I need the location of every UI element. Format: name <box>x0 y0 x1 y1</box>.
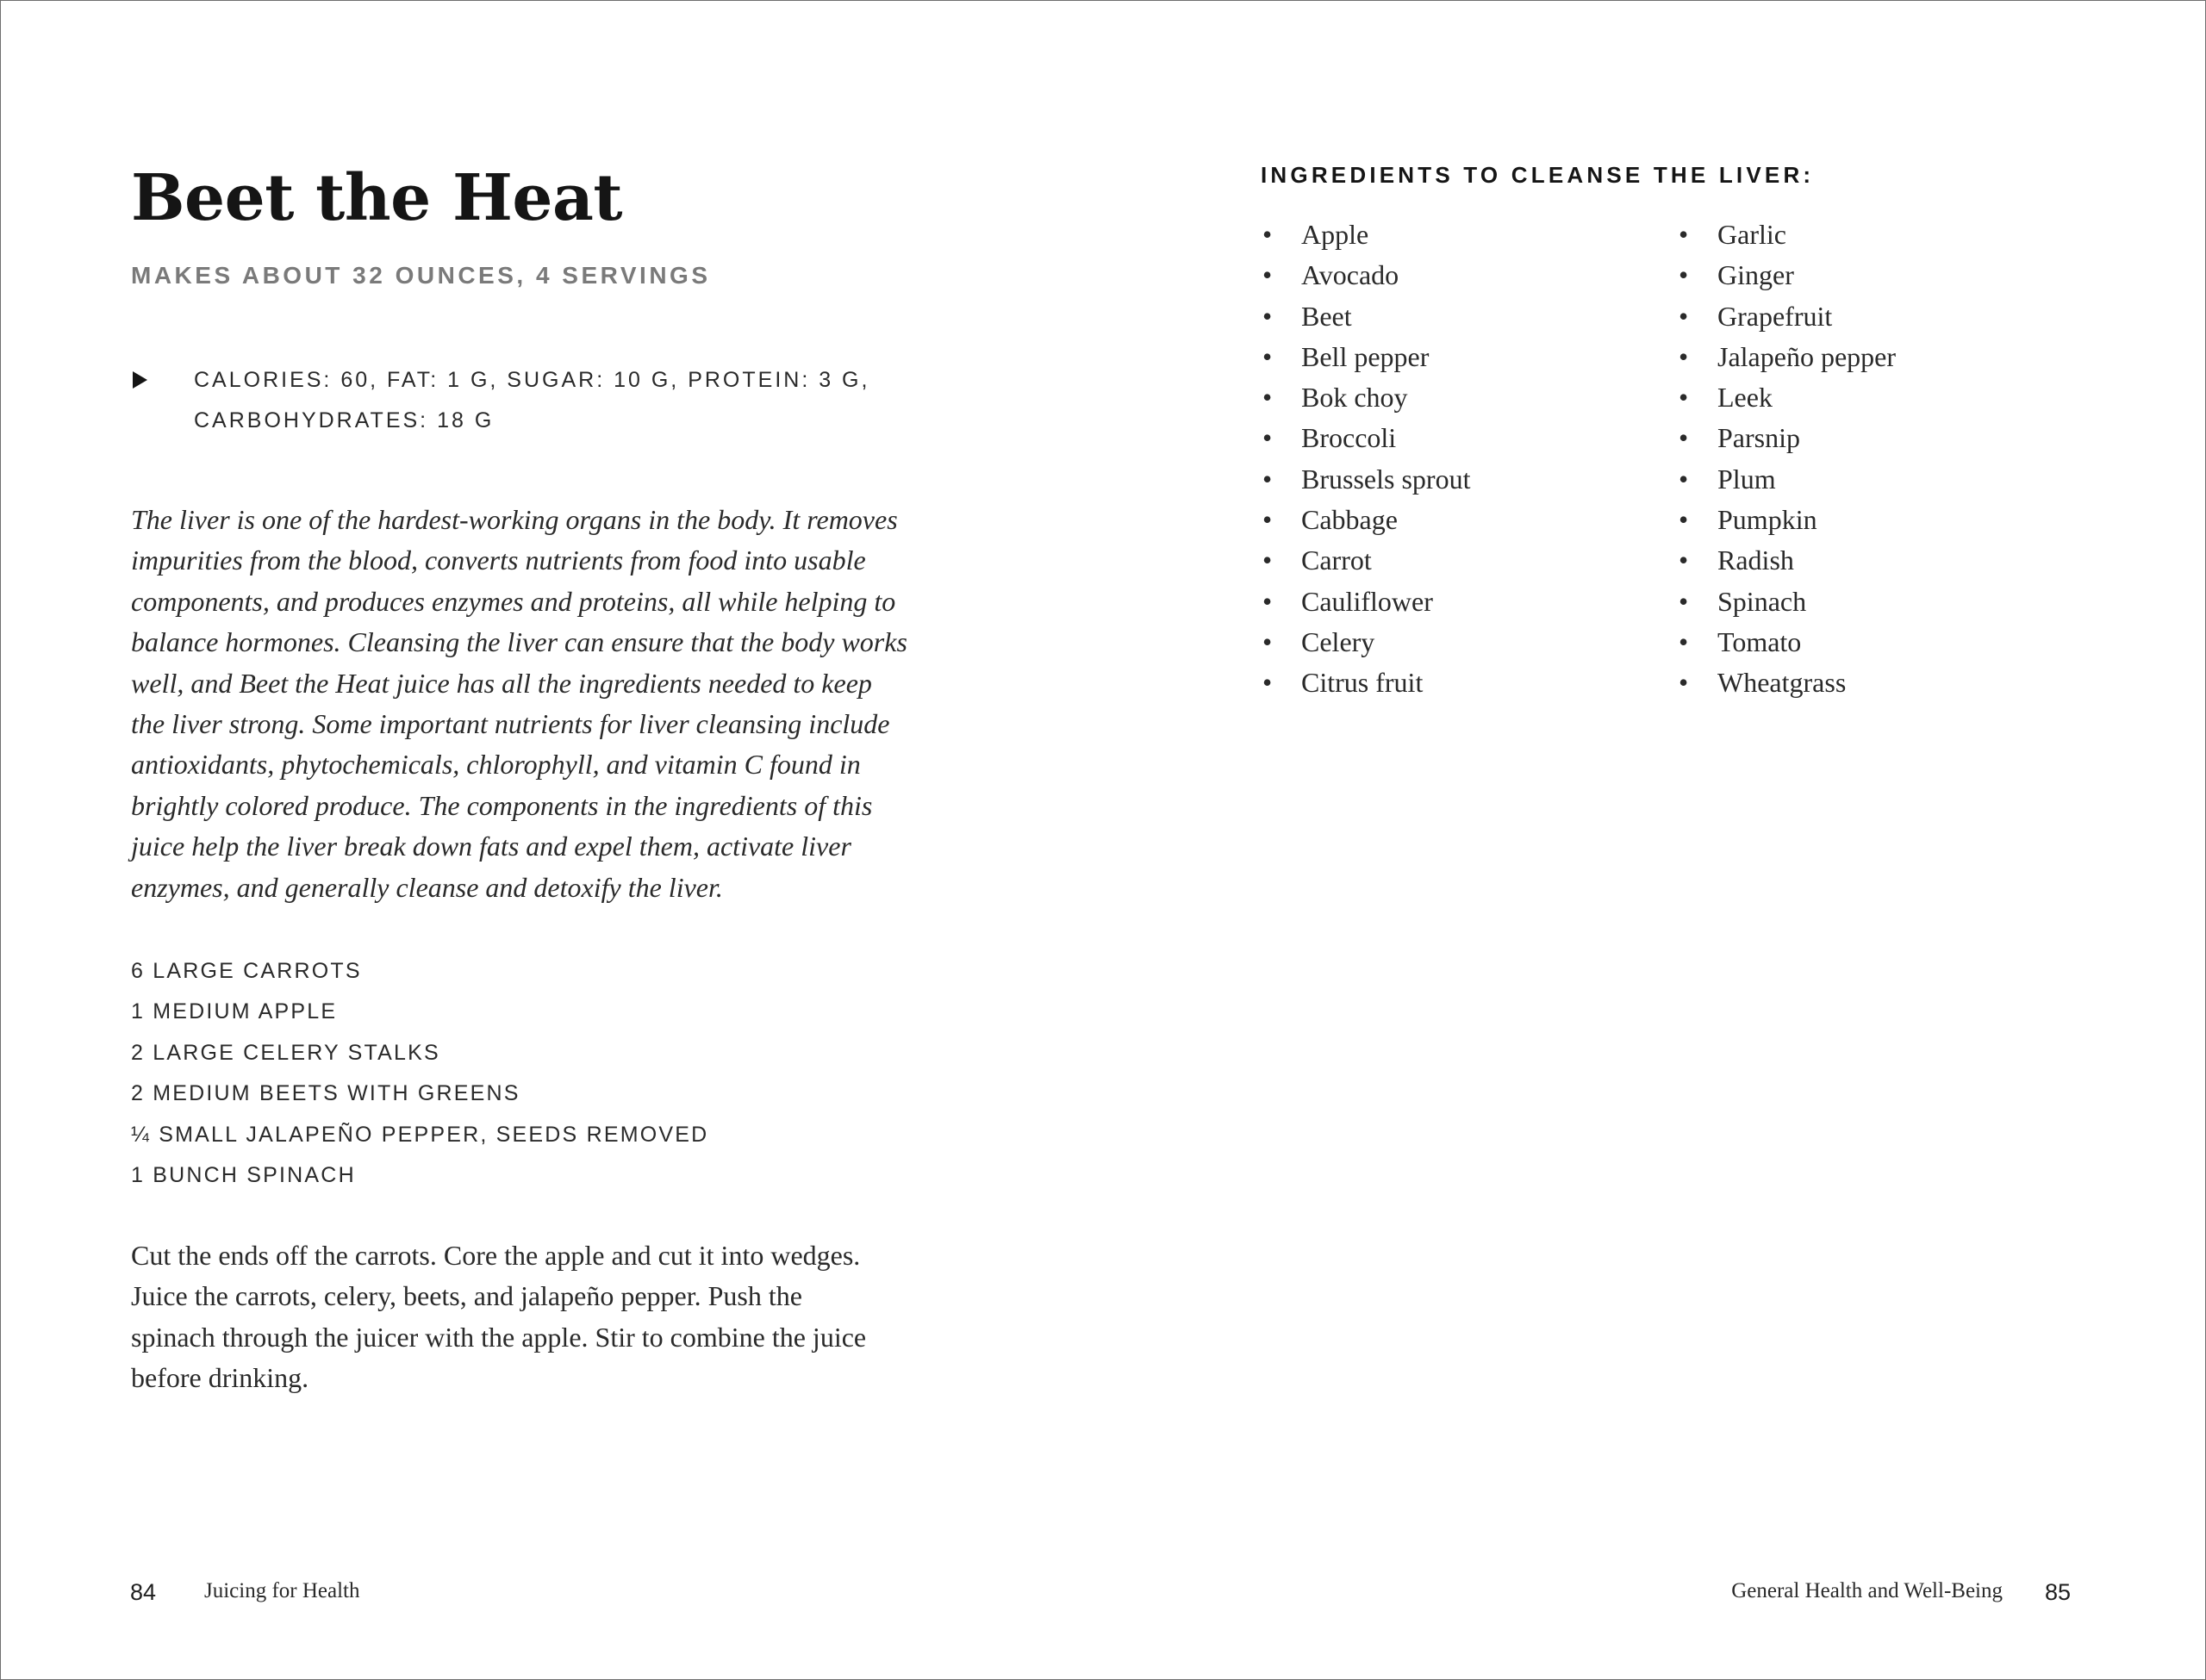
list-item <box>1677 622 1896 663</box>
list-item <box>1261 296 1470 337</box>
bullet-icon: • <box>1679 340 1689 372</box>
bullet-icon: • <box>1679 219 1689 250</box>
bullet-icon: • <box>1262 259 1273 291</box>
list-item-label: Ginger <box>1717 259 1794 291</box>
bullet-icon: • <box>1262 219 1273 250</box>
ingredient-list <box>131 951 708 1196</box>
list-item-label: Spinach <box>1717 585 1807 617</box>
list-item-label: Pumpkin <box>1717 504 1817 536</box>
list-item-label: Jalapeño pepper <box>1717 340 1897 372</box>
bullet-icon: • <box>1262 340 1273 372</box>
recipe-intro <box>131 500 932 908</box>
list-item-label: Bok choy <box>1301 382 1408 414</box>
intro-line: components, and produces enzymes and proteins, all while helping to <box>131 585 896 617</box>
bullet-icon: • <box>1262 544 1273 576</box>
list-item-label: Apple <box>1301 219 1369 250</box>
intro-line: juice help the liver break down fats and expel them, activate liver <box>131 831 851 862</box>
triangle-bullet-icon <box>133 371 147 389</box>
list-item <box>1261 377 1470 418</box>
left-page-number: 84 <box>130 1579 157 1605</box>
recipe-yield: MAKES ABOUT 32 OUNCES, 4 SERVINGS <box>131 262 711 289</box>
list-item-label: Grapefruit <box>1717 300 1833 332</box>
list-item-label: Cabbage <box>1301 504 1398 536</box>
nutrition-info <box>194 360 952 441</box>
list-item <box>1677 540 1896 581</box>
ingredient-item: ¼ SMALL JALAPEÑO PEPPER, SEEDS REMOVED <box>131 1122 709 1147</box>
list-item <box>1677 255 1896 296</box>
list-item-label: Broccoli <box>1301 422 1397 454</box>
bullet-icon: • <box>1679 300 1689 332</box>
list-item <box>1677 337 1896 377</box>
directions-line: Juice the carrots, celery, beets, and jalapeño pepper. Push the <box>131 1280 802 1312</box>
list-item-label: Tomato <box>1717 625 1802 657</box>
list-item <box>1261 215 1470 255</box>
intro-line: The liver is one of the hardest-working organs in the body. It removes <box>131 504 898 535</box>
list-item-label: Leek <box>1717 382 1773 414</box>
list-item <box>1261 622 1470 663</box>
list-item-label: Garlic <box>1717 219 1786 250</box>
intro-line: brightly colored produce. The components in the ingredients of this <box>131 789 873 821</box>
ingredient-item: 2 LARGE CELERY STALKS <box>131 1040 440 1065</box>
list-item <box>1677 663 1896 703</box>
bullet-icon: • <box>1262 382 1273 414</box>
intro-line: balance hormones. Cleansing the liver can ensure that the body works <box>131 626 907 658</box>
list-item-label: Celery <box>1301 625 1375 657</box>
list-item <box>1261 500 1470 540</box>
list-item-label: Brussels sprout <box>1301 463 1471 495</box>
bullet-icon: • <box>1679 463 1689 495</box>
list-item-label: Beet <box>1301 300 1352 332</box>
list-item-label: Plum <box>1717 463 1776 495</box>
list-item <box>1677 296 1896 337</box>
directions-line: Cut the ends off the carrots. Core the apple and cut it into wedges. <box>131 1240 861 1271</box>
recipe-directions <box>131 1235 932 1399</box>
liver-ingredients-column-1 <box>1261 215 1470 704</box>
liver-ingredients-column-2 <box>1677 215 1896 704</box>
bullet-icon: • <box>1679 625 1689 657</box>
bullet-icon: • <box>1262 667 1273 699</box>
bullet-icon: • <box>1262 625 1273 657</box>
bullet-icon: • <box>1679 259 1689 291</box>
directions-line: spinach through the juicer with the apple. Stir to combine the juice <box>131 1321 867 1353</box>
right-page-number: 85 <box>2045 1579 2072 1605</box>
list-item <box>1677 418 1896 458</box>
right-running-title: General Health and Well-Being <box>1731 1579 2003 1602</box>
list-item <box>1677 377 1896 418</box>
list-item <box>1261 418 1470 458</box>
list-item <box>1677 215 1896 255</box>
intro-line: antioxidants, phytochemicals, chlorophyll, and vitamin C found in <box>131 749 861 781</box>
list-item <box>1261 582 1470 622</box>
list-item-label: Avocado <box>1301 259 1399 291</box>
bullet-icon: • <box>1679 504 1689 536</box>
bullet-icon: • <box>1262 504 1273 536</box>
list-item <box>1261 255 1470 296</box>
bullet-icon: • <box>1262 422 1273 454</box>
left-running-title: Juicing for Health <box>204 1579 360 1602</box>
directions-line: before drinking. <box>131 1362 309 1394</box>
list-item <box>1677 582 1896 622</box>
bullet-icon: • <box>1679 667 1689 699</box>
sidebar-heading: INGREDIENTS TO CLEANSE THE LIVER: <box>1261 162 1815 188</box>
list-item-label: Carrot <box>1301 544 1372 576</box>
bullet-icon: • <box>1262 463 1273 495</box>
intro-line: enzymes, and generally cleanse and detoxify the liver. <box>131 871 723 903</box>
list-item <box>1261 459 1470 500</box>
nutrition-line: CALORIES: 60, FAT: 1 G, SUGAR: 10 G, PROTEIN: 3 G, <box>194 368 870 392</box>
list-item-label: Citrus fruit <box>1301 667 1424 699</box>
intro-line: the liver strong. Some important nutrients for liver cleansing include <box>131 708 890 740</box>
bullet-icon: • <box>1679 422 1689 454</box>
intro-line: impurities from the blood, converts nutrients from food into usable <box>131 544 866 576</box>
bullet-icon: • <box>1262 585 1273 617</box>
intro-line: well, and Beet the Heat juice has all the ingredients needed to keep <box>131 667 872 699</box>
recipe-title: Beet the Heat <box>131 161 623 235</box>
bullet-icon: • <box>1262 300 1273 332</box>
ingredient-item: 1 BUNCH SPINACH <box>131 1163 356 1188</box>
bullet-icon: • <box>1679 585 1689 617</box>
nutrition-line: CARBOHYDRATES: 18 G <box>194 408 495 432</box>
list-item-label: Parsnip <box>1717 422 1800 454</box>
list-item <box>1677 459 1896 500</box>
bullet-icon: • <box>1679 382 1689 414</box>
ingredient-item: 2 MEDIUM BEETS WITH GREENS <box>131 1081 520 1106</box>
list-item <box>1677 500 1896 540</box>
list-item <box>1261 337 1470 377</box>
ingredient-item: 1 MEDIUM APPLE <box>131 999 338 1024</box>
list-item-label: Cauliflower <box>1301 585 1433 617</box>
ingredient-item: 6 LARGE CARROTS <box>131 959 362 983</box>
list-item <box>1261 663 1470 703</box>
list-item-label: Bell pepper <box>1301 340 1430 372</box>
bullet-icon: • <box>1679 544 1689 576</box>
list-item-label: Wheatgrass <box>1717 667 1847 699</box>
list-item <box>1261 540 1470 581</box>
list-item-label: Radish <box>1717 544 1794 576</box>
